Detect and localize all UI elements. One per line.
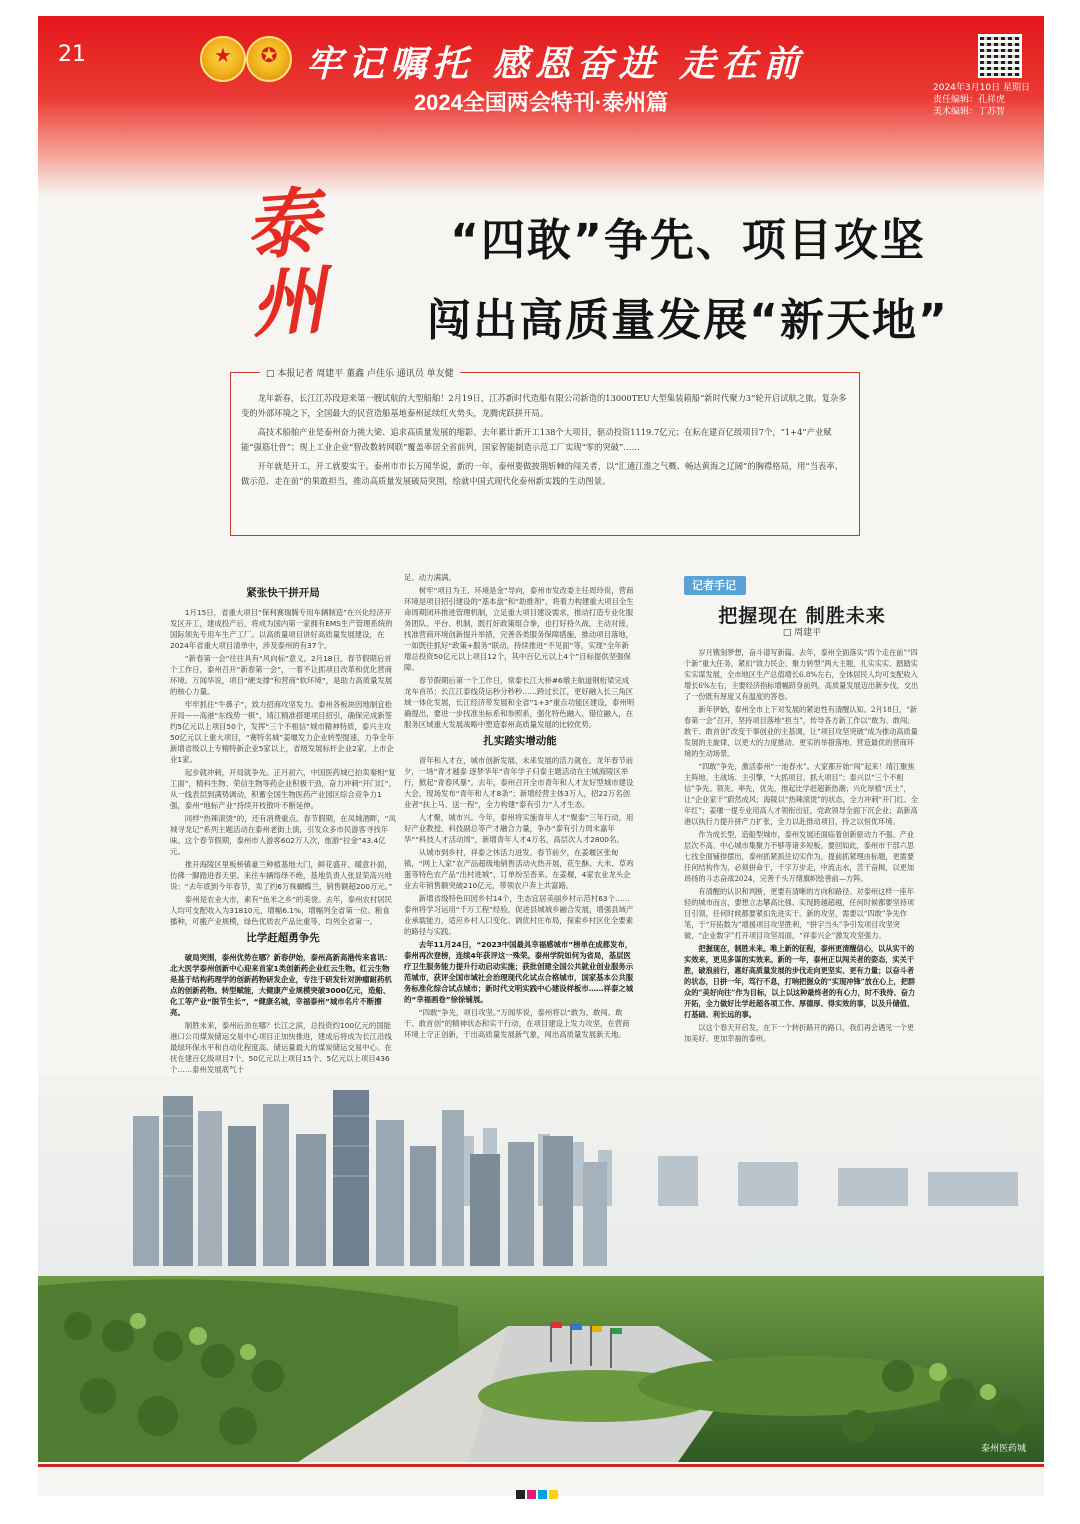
article-paragraph: 起步就冲刺，开局就争先。正月初六，中国医药城已拍卖秦相“复工面”，精科生物、荣信生物等药企业积极干劲，奋力冲刺“开门红”。从一线表层到满势调动，积蓄全国生物医药产业园区综合竞争力1强，泰州“地标产业”持续开枝散叶不断延伸。 — [170, 768, 396, 810]
color-swatch — [527, 1490, 536, 1499]
print-color-bar — [516, 1490, 558, 1499]
article-paragraph: 新增省级特色田园乡村14个，生态宜居美丽乡村示范村63个……泰州将学习运用“千万工程”经验，促进县城城乡融合发展，增强县域产业承载能力，适应乡村人口变化、调优村庄布局，探索乡村区化全要素的路径与实践。 — [404, 894, 634, 936]
lead-paragraph: 龙年新春，长江江苏段迎来第一艘试航的大型船舶！2月19日，江苏新时代造船有限公司新造的13000TEU大型集装箱船“新时代聚力3”轮开启试航之旅。复杂多变的外部环境之下，全国最大的民营造船基地泰州延续红火势头，龙腾虎跃拼开局。 — [241, 393, 847, 418]
article-paragraph: 推开海陵区里板桥镇豪兰种植基地大门，鲜花盛开、暖意扑面，仿佛一脚踏进春天里。来往车辆络绎不绝，基地负责人张显荣高兴地说：“去年底到今年春节，卖了约6万株蝴蝶兰，销售额超200万元。” — [170, 860, 393, 891]
reporter-notes-tag: 记者手记 — [684, 576, 746, 595]
skyline-illustration — [38, 1076, 1044, 1462]
photo-caption: 泰州医药城 — [980, 1444, 1026, 1454]
notes-paragraph: “四敢”争先，激活泰州“一池春水”。大家都开始“闯”起来！靖江聚焦主阵地、主战场、主引擎，“大抓项目、抓大项目”；泰兴以“三个不相信”争先、领先、率先，优先，推起比学赶超新热潮；兴化厚植“沃土”，让“企业家干”蔚然成风；海陵以“热辣滚烫”的状态，全力冲刺“开门红、全年红”；姜堰一提专业用高人才领衔出征，党政领导全面下沉企业；高新高港以执行力提升拼产力扩张，全力以赴推动项目，持之以恒优环境。 — [684, 762, 919, 826]
notes-paragraph: 把握现在，制胜未来。唯上新的征程，泰州更清醒信心，以从实干的实效来，更见多谋的实效来。新的一年，泰州正以闯关者的姿态，实关干胜，破浪前行，惠好高质量发展的步伐走向更坚实、更有力量；以奋斗者的状态，日拼一年，笃行不息，打响把握众的“实现冲锋”放在心上，把群众的“美好向往”作为目标，以上以这种最终者的有心力，时不我待、奋力开拓，全力做好比学赶超各项工作、厚德厚、得实效的事，以及升储值、打基础、利长远的事。 — [684, 944, 916, 1019]
qr-code-icon — [978, 34, 1022, 78]
article-column-left — [170, 582, 396, 1074]
editor-line: 责任编辑：孔祥虎 — [933, 95, 1006, 105]
art-editor-line: 美术编辑：丁苏智 — [933, 107, 1006, 117]
notes-paragraph: 作为成长型，造船型城市，泰州发展还面临着创新驱动力不强、产业层次不高、中心城市集聚力不够等诸多短板。要回如此，泰州市干部六思七找全面铺排摆出，泰州抓紧抓住切实作为，提前抓紧理由标题，更需要任何结构作为，必须拼命干，千字万步走，中流击水，苦干奋楫，以更加昂扬的斗志奋战2024，完善千头万绪旗帜绘善前—方阵。 — [684, 830, 915, 883]
article-paragraph: “四敢”争先，项目攻坚。”万闻华说，泰州将以“敢为、敢闯、敢干、敢首创”的精神状态和实干行动，在项目建设上发力攻坚，在营商环境上守正创新，干出高质量发展新气象，闯出高质量发展新天地。 — [404, 1008, 630, 1039]
section-heading: 紧张快干拼开局 — [246, 587, 320, 599]
cppcc-emblem-icon: ✪ — [246, 36, 292, 82]
headline-line-1: “四敢”争先、项目攻坚 — [450, 215, 926, 266]
section-heading: 比学赶超勇争先 — [246, 932, 320, 944]
byline: □ 本报记者 周建平 董鑫 卢佳乐 通讯员 单友健 — [260, 366, 460, 379]
article-paragraph: 去年11月24日，“2023中国最具幸福感城市”榜单在成都发布，泰州再次登榜，连续4年获评这一殊荣。泰州学院如何为省局，基层医疗卫生服务能力提升行动启动实施；获批创建全国公共就业创业服务示范城市，获评全国市域社会治理现代化试点合格城市，国家基本公共服务标准化综合试点城市；新时代文明实践中心建设样板市……祥泰之城的“幸福画卷”徐徐铺展。 — [404, 940, 634, 1004]
article-paragraph: 足、动力满满。 — [404, 573, 456, 582]
notes-body — [684, 647, 920, 1044]
article-paragraph: “新春第一会”往往具有“风向标”意义。2月18日，春节假期后首个工作日，泰州召开“新春第一会”，一着不让抓项目改革和优化营商环境。万闻华说，项目“硬支撑”和营商“软环境”，是助力高质量发展的核心力量。 — [170, 654, 393, 696]
page-number: 21 — [58, 42, 86, 67]
notes-title: 把握现在 制胜未来 — [718, 605, 886, 627]
article-paragraph: 牢牢抓住“牛鼻子”，致力招商攻坚发力。泰州各板块因地制宜抢开局——高港“东线势一棋”，靖江精准搭建项目招引，确保完成新签约5亿元以上项目50个，发挥“三个不相信”城市精神特质，泰兴主攻50亿元以上重大项目，“赛特名城”姜堰发力企业转型提速，力争全年新增省级以上专精特新企业5家以上，省级发展标杆企业2家，上市企业1家。 — [170, 700, 395, 764]
article-paragraph: 树牢“项目为王、环境是金”导向，泰州市发改委主任周玲说，营商环境是项目招引建设的“基本盘”和“助推剂”，将着力构建重大项目全生命周期闭环推进管理机制，立足重大项目建设需求，推动打造专业化服务团队、平台、机制，既打好政策组合拳，也打好持久战，主动对接，找准营商环境创新提升举措，完善各类服务保障措施，推动项目落地，一如既往抓好“政策+服务”联动，持续推进“不见面”等，实现“全年新增总投资50亿元以上项目12个，其中百亿元以上4个”目标提供坚强保障。 — [404, 586, 634, 672]
article-paragraph: 1月15日，省重大项目“保利赛瑞腾专用车辆制造”在兴化经济开发区开工，建成投产后，将成为国内第一家拥有EMS生产管理系统的国际领先专用车生产工厂。以高质量项目讲好高质量发展建设，在2024年省重大项目清单中，涉及泰州的有37个。 — [170, 608, 393, 650]
color-swatch — [516, 1490, 525, 1499]
issue-date: 2024年3月10日 星期日 — [933, 83, 1030, 93]
notes-paragraph: 新年伊始，泰州全市上下对发展的紧迫性有清醒认知。2月18日，“新春第一会”召开，坚持项目落地“担当”，传导各方新工作以“敢为、敢闯、敢干、敢首创”改变干事创业的主基调，让“项目攻坚突破”成为推动高质量发展的主旋律，以更大的力度推动、更实的举措落地、营造最优的营商环境的生动场景。 — [684, 705, 918, 758]
article-paragraph: 同样“热辣滚烫”的，还有消费重点。春节假期，在凤城酒畔，“凤城寻龙记”系列主题活动在泰州老街上演，引发众多市民游客寻找年味。这个春节假期，泰州市人游客602万人次，旅游“拉金”43.4亿元。 — [170, 814, 396, 856]
notes-paragraph: 以这个春天开启发，在下一个转折路开的路口，我们再会遇见一个更加美好、更加幸福的泰州。 — [684, 1023, 915, 1043]
article-paragraph: 人才聚，城市兴。今年，泰州将实施青年人才“聚泰”三年行动，用好产业教授、科技副总等产才融合力量，争办“泰有引力周末嘉年华”“科技人才活动周”，新增青年人才4万名，高层次人才2800名。 — [404, 813, 634, 844]
section-heading: 扎实踏实增动能 — [483, 735, 557, 747]
article-paragraph: 破局突围，泰州优势在哪？新春伊始，泰州高新高港传来喜讯：北大医学泰州创新中心迎来首家1类创新药企业红云生物。红云生物是基于结构药理学的创新药物研发企业，专注于研发针对肿瘤耐药机点的创新药物。转型赋能，大健康产业规模突破3000亿元，造船、化工等产业“脱节生长”，“健康名城，幸福泰州”城市名片不断擦亮。 — [170, 953, 392, 1017]
special-issue-title: 2024全国两会特刊·泰州篇 — [413, 90, 669, 115]
article-paragraph: 制胜未来，泰州后劲在哪？长江之滨，总投资约100亿元的国能港口公司煤炭储运交易中心项目正加快推进，建成后将成为长江沿线最绿环保水平和自动化程度高、储运量最大的煤炭储运交易中心。在抚在建百亿级项目7个、50亿元以上项目15个、5亿元以上项目436个……泰州发展底气十 — [170, 1021, 392, 1074]
lead-text — [241, 391, 849, 493]
reporter-notes — [684, 576, 920, 1066]
date-block — [933, 82, 1030, 118]
lead-paragraph: 开年就是开工，开工就要实干。泰州市市长万闻华说，新的一年，泰州要做披荆斩棘的闯关者，以“汇通江淮之气概、畅达黄海之辽阔”的胸襟格局，用“当表率、做示范、走在前”的果敢担当，推动高质量发展破局突围，绘就中国式现代化泰州新实践的生动图景。 — [241, 461, 843, 486]
article-paragraph: 青年和人才在，城市创新发展、未来发展的活力就在。龙年春节前夕，一场“青才越泰 逐梦华年”青年学子归泰主题活动在主城海陵区举行，掀起“青春风暴”。去年，泰州召开全市青年和人才友好型城市建设大会，现场发布“青年和人才8条”；新增经营主体3万人，招22万名创业者“扶上马、送一程”，全力构建“泰有引力”人才生态。 — [404, 756, 634, 809]
notes-author: □ 周建平 — [782, 628, 822, 638]
article-paragraph: 泰州是农业大市，素有“鱼米之乡”的美誉。去年，泰州农村居民人均可支配收入为31810元，增幅6.1%，增幅列全省第一位。粮食播种，可搬产业规模，绿色优质农产品比重等，均列全省第一。 — [170, 895, 393, 926]
notes-paragraph: 有清醒的认识和判断，更要有清晰的方向和路径。对泰州这样一座年轻的城市而言，要想立志攀高比强、实现跨越超越，任何时候都要坚持项目引领，任何时候都要紧扣先进实干。新的攻坚，需要以“四敢”争先作笔，于“开拓数为”增援项目攻坚胜利，“拼字当头”争引发项目攻坚突破，“企业数字”打开项目攻坚局面，“祥泰兴企”激发攻坚强力。 — [684, 887, 915, 940]
color-swatch — [549, 1490, 558, 1499]
lead-box — [230, 372, 860, 536]
article-paragraph: 春节假期后第一个工作日，常泰长江大桥#6墩主航道钢桁梁完成龙车首吊；长江江泰线货运秒分秒秒……跨过长江，更好融入长三角区域一体化发展，长江经济带发展和全省“1+3”重点功能区建设，泰州明确提出，要进一步找准坐标系和参照系，强化特色融入、错位融入，在服务区域重大发展战略中塑造泰州高质量发展的比较优势。 — [404, 676, 635, 729]
article-paragraph: 从城市到乡村，祥泰之休活力迸发。春节前夕，在姜堰区张甸镇，“网上人家”农产品超级地销售活动火热开展，花生酥、大米、草鸡蛋等特色农产品“出村进城”，订单纷至沓来。在姜堰，4家农业龙头企业去年销售额突破210亿元，带领农户奔上共富路。 — [404, 848, 634, 890]
masthead — [38, 16, 1044, 196]
color-swatch — [538, 1490, 547, 1499]
newspaper-page — [38, 16, 1044, 1496]
city-calligraphy: 泰州 — [242, 179, 328, 349]
article-column-middle — [404, 572, 636, 1066]
slogan: 牢记嘱托 感恩奋进 走在前 — [306, 43, 806, 85]
headline-line-2: 闯出高质量发展“新天地” — [427, 295, 949, 346]
notes-paragraph: 岁月镌刻梦想，奋斗谱写新篇。去年，泰州全面落实“四个走在前”“四个新”重大任务，紧扣“致力民企、聚力转型”两大主题，扎实实实、踏踏实实实谋发展，全市地区生产总值增长6.8%左右，全体居民人均可支配收入增长6%左右，主要经济指标增幅跻身前列，高质量发展迈出新步伐，交出了一份既有厚度又有温度的答卷。 — [684, 648, 919, 701]
main-headline — [368, 204, 1008, 348]
city-skyline-image — [38, 1076, 1044, 1462]
bottom-rule — [38, 1464, 1044, 1467]
lead-paragraph: 高技术船舶产业是泰州奋力挑大梁、追求高质量发展的缩影。去年累计新开工138个大项目，驱动投资1119.7亿元；在耘在建百亿级项目7个，“1+4”产业赋能“强筋壮骨”；规上工业企业“智改数转网联”覆盖率居全省前列，国家智能制造示范工厂实现“零的突破”…… — [241, 427, 832, 452]
national-emblem-icon: ★ — [200, 36, 246, 82]
